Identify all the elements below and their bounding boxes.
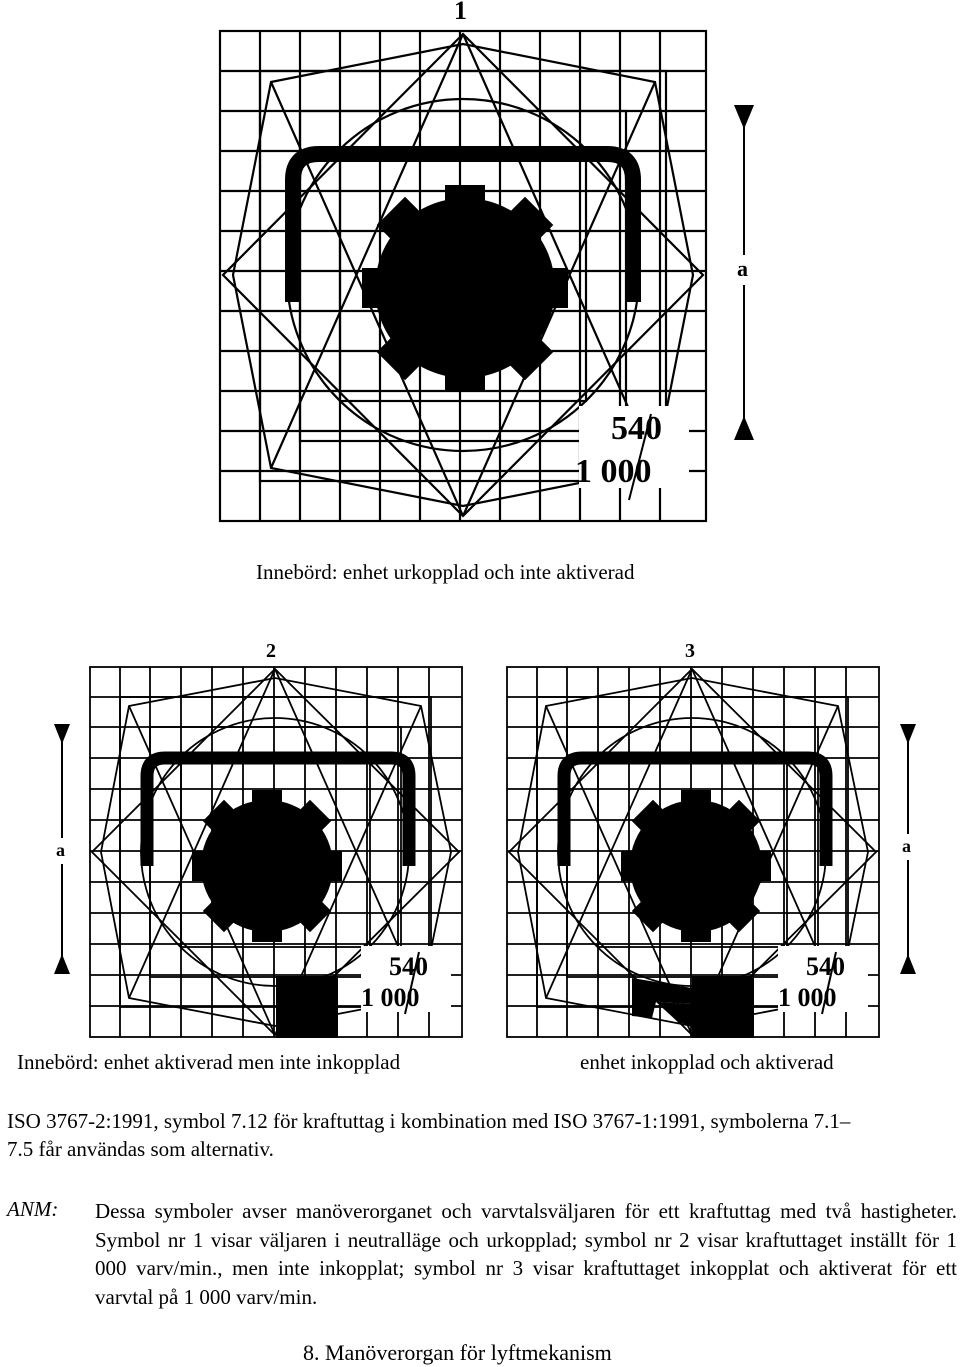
symbol-1-number: 1	[454, 0, 467, 25]
symbol-2-speed-top: 540	[389, 952, 428, 981]
symbol-3-dimension-label: a	[902, 836, 911, 856]
symbol-1-dimension-label: a	[737, 256, 748, 281]
symbol-3-drawing	[506, 666, 880, 1038]
symbol-3-speed-top: 540	[806, 952, 845, 981]
body-paragraph: ISO 3767-2:1991, symbol 7.12 för kraftuttag i kombination med ISO 3767-1:1991, symbolerna 7.1–7.5 får användas som alternativ.	[7, 1109, 851, 1161]
note-label: ANM:	[7, 1197, 59, 1221]
symbol-3-number: 3	[685, 640, 695, 662]
symbol-1-drawing	[219, 30, 707, 522]
symbol-2-number: 2	[266, 640, 276, 662]
symbol-1-dimension	[728, 105, 768, 440]
symbol-2-caption: Innebörd: enhet aktiverad men inte inkopplad	[17, 1050, 401, 1074]
symbol-1-caption: Innebörd: enhet urkopplad och inte aktiverad	[256, 560, 635, 584]
symbol-3-caption: enhet inkopplad och aktiverad	[580, 1050, 834, 1074]
note-text: Dessa symboler avser manöverorganet och varvtalsväljaren för ett kraftuttag med två hastigheter. Symbol nr 1 visar väljaren i neutralläge och urkopplad; symbol nr 2 visar kraftuttaget inställt för 1 000 varv/min., men inte inkopplat; symbol nr 3 visar kraftuttaget inkopplat och aktiverat för ett varvtal på 1 000 varv/min.	[95, 1199, 957, 1309]
symbol-3-speed-bottom: 1 000	[778, 983, 837, 1012]
symbol-2-drawing	[89, 666, 463, 1038]
symbol-1-speed-bottom: 1 000	[575, 453, 652, 490]
symbol-2-dimension-label: a	[56, 840, 65, 860]
symbol-2-speed-bottom: 1 000	[361, 983, 420, 1012]
symbol-2-figure	[89, 666, 463, 1038]
symbol-3-figure	[506, 666, 880, 1038]
symbol-1-speed-top: 540	[611, 410, 662, 447]
symbol-1-figure	[219, 30, 707, 522]
section-heading: 8. Manöverorgan för lyftmekanism	[303, 1340, 612, 1365]
